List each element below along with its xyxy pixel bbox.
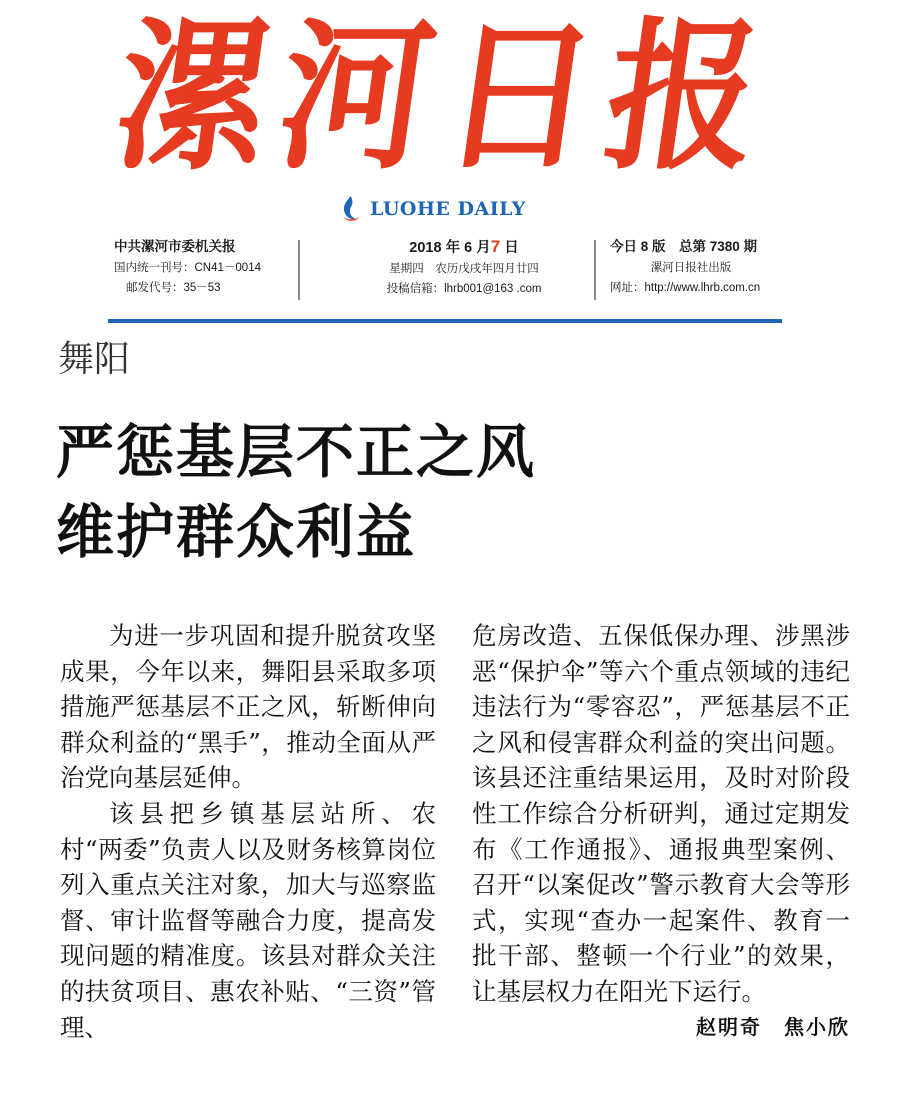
date-suffix: 日 xyxy=(500,240,519,256)
date-prefix: 2018 年 6 月 xyxy=(409,240,491,256)
article-column-2 xyxy=(472,618,850,1045)
title-char: 漯 xyxy=(104,1,282,193)
postal-code-label: 邮发代号：35－53 xyxy=(126,282,221,294)
article-column-1 xyxy=(60,618,436,1045)
paragraph: 为进一步巩固和提升脱贫攻坚成果，今年以来，舞阳县采取多项措施严惩基层不正之风，斩断伸向群众利益的“黑手”，推动全面从严治党向基层延伸。 xyxy=(60,621,436,793)
brand-english-name: LUOHE DAILY xyxy=(370,198,526,220)
weekday-lunar-date: 星期四 农历戊戌年四月廿四 xyxy=(389,263,539,275)
title-char: 河 xyxy=(267,1,445,193)
masthead-middle-info xyxy=(344,236,584,299)
paragraph: 该县把乡镇基层站所、农村“两委”负责人以及财务核算岗位列入重点关注对象，加大与巡察监督、审计监督等融合力度，提高发现问题的精准度。该县对群众关注的扶贫项目、惠农补贴、“三资”管理、 xyxy=(60,798,436,1042)
divider xyxy=(298,240,300,300)
masthead-rule xyxy=(108,319,782,323)
article-kicker: 舞阳 xyxy=(58,339,131,380)
brand xyxy=(340,194,526,224)
issue-date xyxy=(344,236,584,259)
masthead-info xyxy=(108,236,780,306)
submission-email: 投稿信箱：lhrb001@163 .com xyxy=(386,283,542,295)
article-headline xyxy=(56,412,536,572)
paragraph xyxy=(472,618,850,1039)
issn-label: 国内统一刊号：CN41－0014 xyxy=(114,262,261,274)
headline-line: 维护群众利益 xyxy=(56,498,417,566)
title-char: 日 xyxy=(431,1,609,193)
edition-info: 今日 8 版 总第 7380 期 xyxy=(610,239,758,254)
headline-line: 严惩基层不正之风 xyxy=(56,418,537,486)
paragraph-text: 危房改造、五保低保办理、涉黑涉恶“保护伞”等六个重点领域的违纪违法行为“零容忍”，严惩基层不正之风和侵害群众利益的突出问题。该县还注重结果运用，及时对阶段性工作综合分析研判，通过定期发布《工作通报》、通报典型案例、召开“以案促改”警示教育大会等形式，实现“查办一起案件、教育一批干部、整顿一个行业”的效果，让基层权力在阳光下运行。 xyxy=(472,621,850,1006)
byline: 赵明奇 焦小欣 xyxy=(696,1014,850,1039)
title-char: 报 xyxy=(594,1,772,193)
organ-label: 中共漯河市委机关报 xyxy=(114,239,236,254)
publisher-label: 漯河日报社出版 xyxy=(650,262,732,274)
masthead-left-info xyxy=(114,236,294,298)
website-label: 网址：http://www.lhrb.com.cn xyxy=(610,282,761,294)
date-day: 7 xyxy=(490,237,501,256)
flame-logo-icon xyxy=(340,195,362,223)
newspaper-title xyxy=(104,1,772,193)
divider xyxy=(594,240,596,300)
masthead-right-info xyxy=(610,236,782,298)
